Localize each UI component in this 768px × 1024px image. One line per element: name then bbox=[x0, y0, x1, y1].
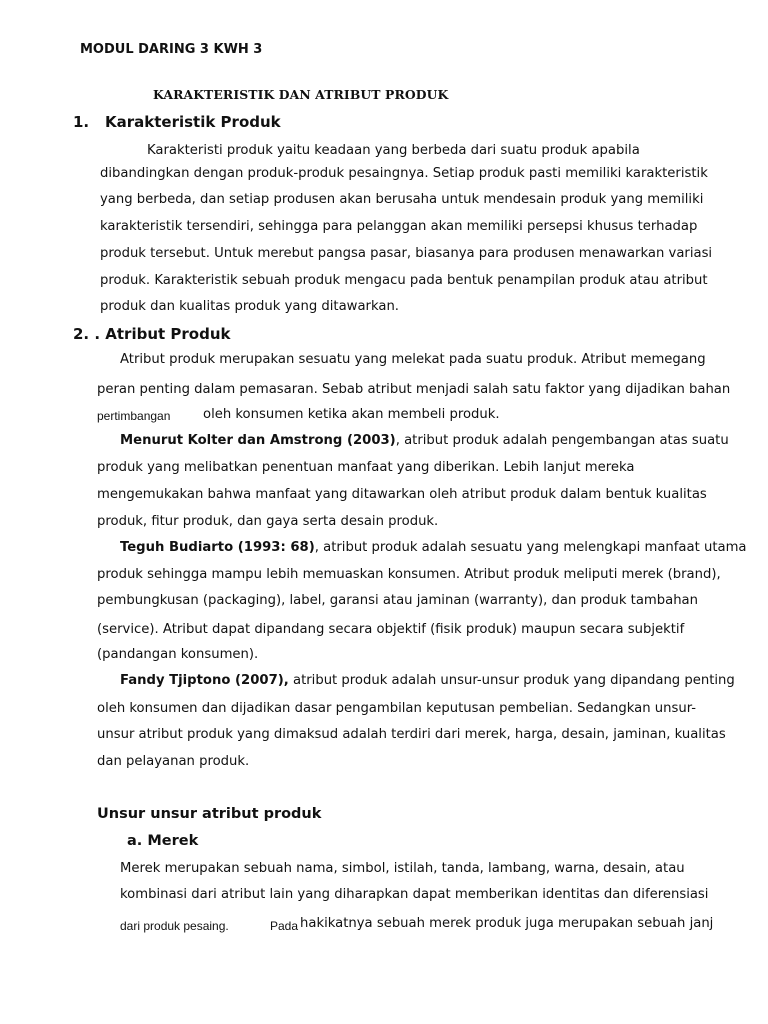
section2-line: dan pelayanan produk. bbox=[97, 754, 250, 769]
merek-line: kombinasi dari atribut lain yang diharapkan dapat memberikan identitas dan diferensiasi bbox=[120, 887, 709, 902]
section2-line: (pandangan konsumen). bbox=[97, 647, 259, 662]
kotler-citation-line bbox=[120, 433, 729, 449]
section2-line: produk yang melibatkan penentuan manfaat yang diberikan. Lebih lanjut mereka bbox=[97, 460, 635, 475]
section1-line: produk. Karakteristik sebuah produk mengacu pada bentuk penampilan produk atau atribut bbox=[100, 273, 708, 288]
merek-line-fragment: dari produk pesaing. bbox=[120, 919, 229, 933]
teguh-citation-line bbox=[120, 540, 747, 556]
merek-heading: a. Merek bbox=[127, 833, 199, 849]
section2-line: produk, fitur produk, dan gaya serta desain produk. bbox=[97, 514, 439, 529]
section1-line: dibandingkan dengan produk-produk pesaingnya. Setiap produk pasti memiliki karakteristik bbox=[100, 166, 708, 181]
section1-line: produk dan kualitas produk yang ditawarkan. bbox=[100, 299, 399, 314]
section1-line: yang berbeda, dan setiap produsen akan berusaha untuk mendesain produk yang memiliki bbox=[100, 192, 704, 207]
section2-line: unsur atribut produk yang dimaksud adalah terdiri dari merek, harga, desain, jaminan, kualitas bbox=[97, 727, 726, 742]
section2-line: oleh konsumen dan dijadikan dasar pengambilan keputusan pembelian. Sedangkan unsur- bbox=[97, 701, 697, 716]
teguh-author: Teguh Budiarto (1993: 68) bbox=[120, 540, 315, 555]
section2-line-fragment: pertimbangan bbox=[97, 409, 171, 423]
section2-line: produk sehingga mampu lebih memuaskan konsumen. Atribut produk meliputi merek (brand), bbox=[97, 567, 721, 582]
section2-line: pembungkusan (packaging), label, garansi atau jaminan (warranty), dan produk tambahan bbox=[97, 593, 698, 608]
kotler-text: , atribut produk adalah pengembangan atas suatu bbox=[395, 433, 729, 448]
merek-line-fragment: hakikatnya sebuah merek produk juga merupakan sebuah janj bbox=[300, 916, 714, 931]
section1-line: Karakteristi produk yaitu keadaan yang berbeda dari suatu produk apabila bbox=[147, 143, 640, 158]
section2-line: mengemukakan bahwa manfaat yang ditawarkan oleh atribut produk dalam bentuk kualitas bbox=[97, 487, 707, 502]
section2-heading: 2. . Atribut Produk bbox=[73, 325, 231, 343]
fandy-text: atribut produk adalah unsur-unsur produk yang dipandang penting bbox=[288, 673, 735, 688]
section1-number: 1. bbox=[73, 113, 90, 131]
section2-line-fragment: oleh konsumen ketika akan membeli produk. bbox=[203, 407, 500, 422]
unsur-heading: Unsur unsur atribut produk bbox=[97, 806, 322, 822]
section1-line: produk tersebut. Untuk merebut pangsa pasar, biasanya para produsen menawarkan variasi bbox=[100, 246, 713, 261]
merek-line-fragment: Pada bbox=[270, 919, 299, 933]
section2-line: (service). Atribut dapat dipandang secara objektif (fisik produk) maupun secara subjektif bbox=[97, 622, 685, 637]
kotler-author: Menurut Kolter dan Amstrong (2003) bbox=[120, 433, 396, 448]
page-title: KARAKTERISTIK DAN ATRIBUT PRODUK bbox=[153, 87, 449, 102]
section2-line: Atribut produk merupakan sesuatu yang melekat pada suatu produk. Atribut memegang bbox=[120, 352, 706, 367]
fandy-citation-line bbox=[120, 673, 735, 689]
teguh-text: , atribut produk adalah sesuatu yang melengkapi manfaat utama bbox=[314, 540, 747, 555]
module-header: MODUL DARING 3 KWH 3 bbox=[80, 42, 263, 57]
section2-line: peran penting dalam pemasaran. Sebab atribut menjadi salah satu faktor yang dijadikan bahan bbox=[97, 382, 731, 397]
fandy-author: Fandy Tjiptono (2007), bbox=[120, 673, 289, 688]
section1-line: karakteristik tersendiri, sehingga para pelanggan akan memiliki persepsi khusus terhadap bbox=[100, 219, 698, 234]
merek-line: Merek merupakan sebuah nama, simbol, istilah, tanda, lambang, warna, desain, atau bbox=[120, 861, 685, 876]
section1-heading: Karakteristik Produk bbox=[105, 113, 281, 131]
